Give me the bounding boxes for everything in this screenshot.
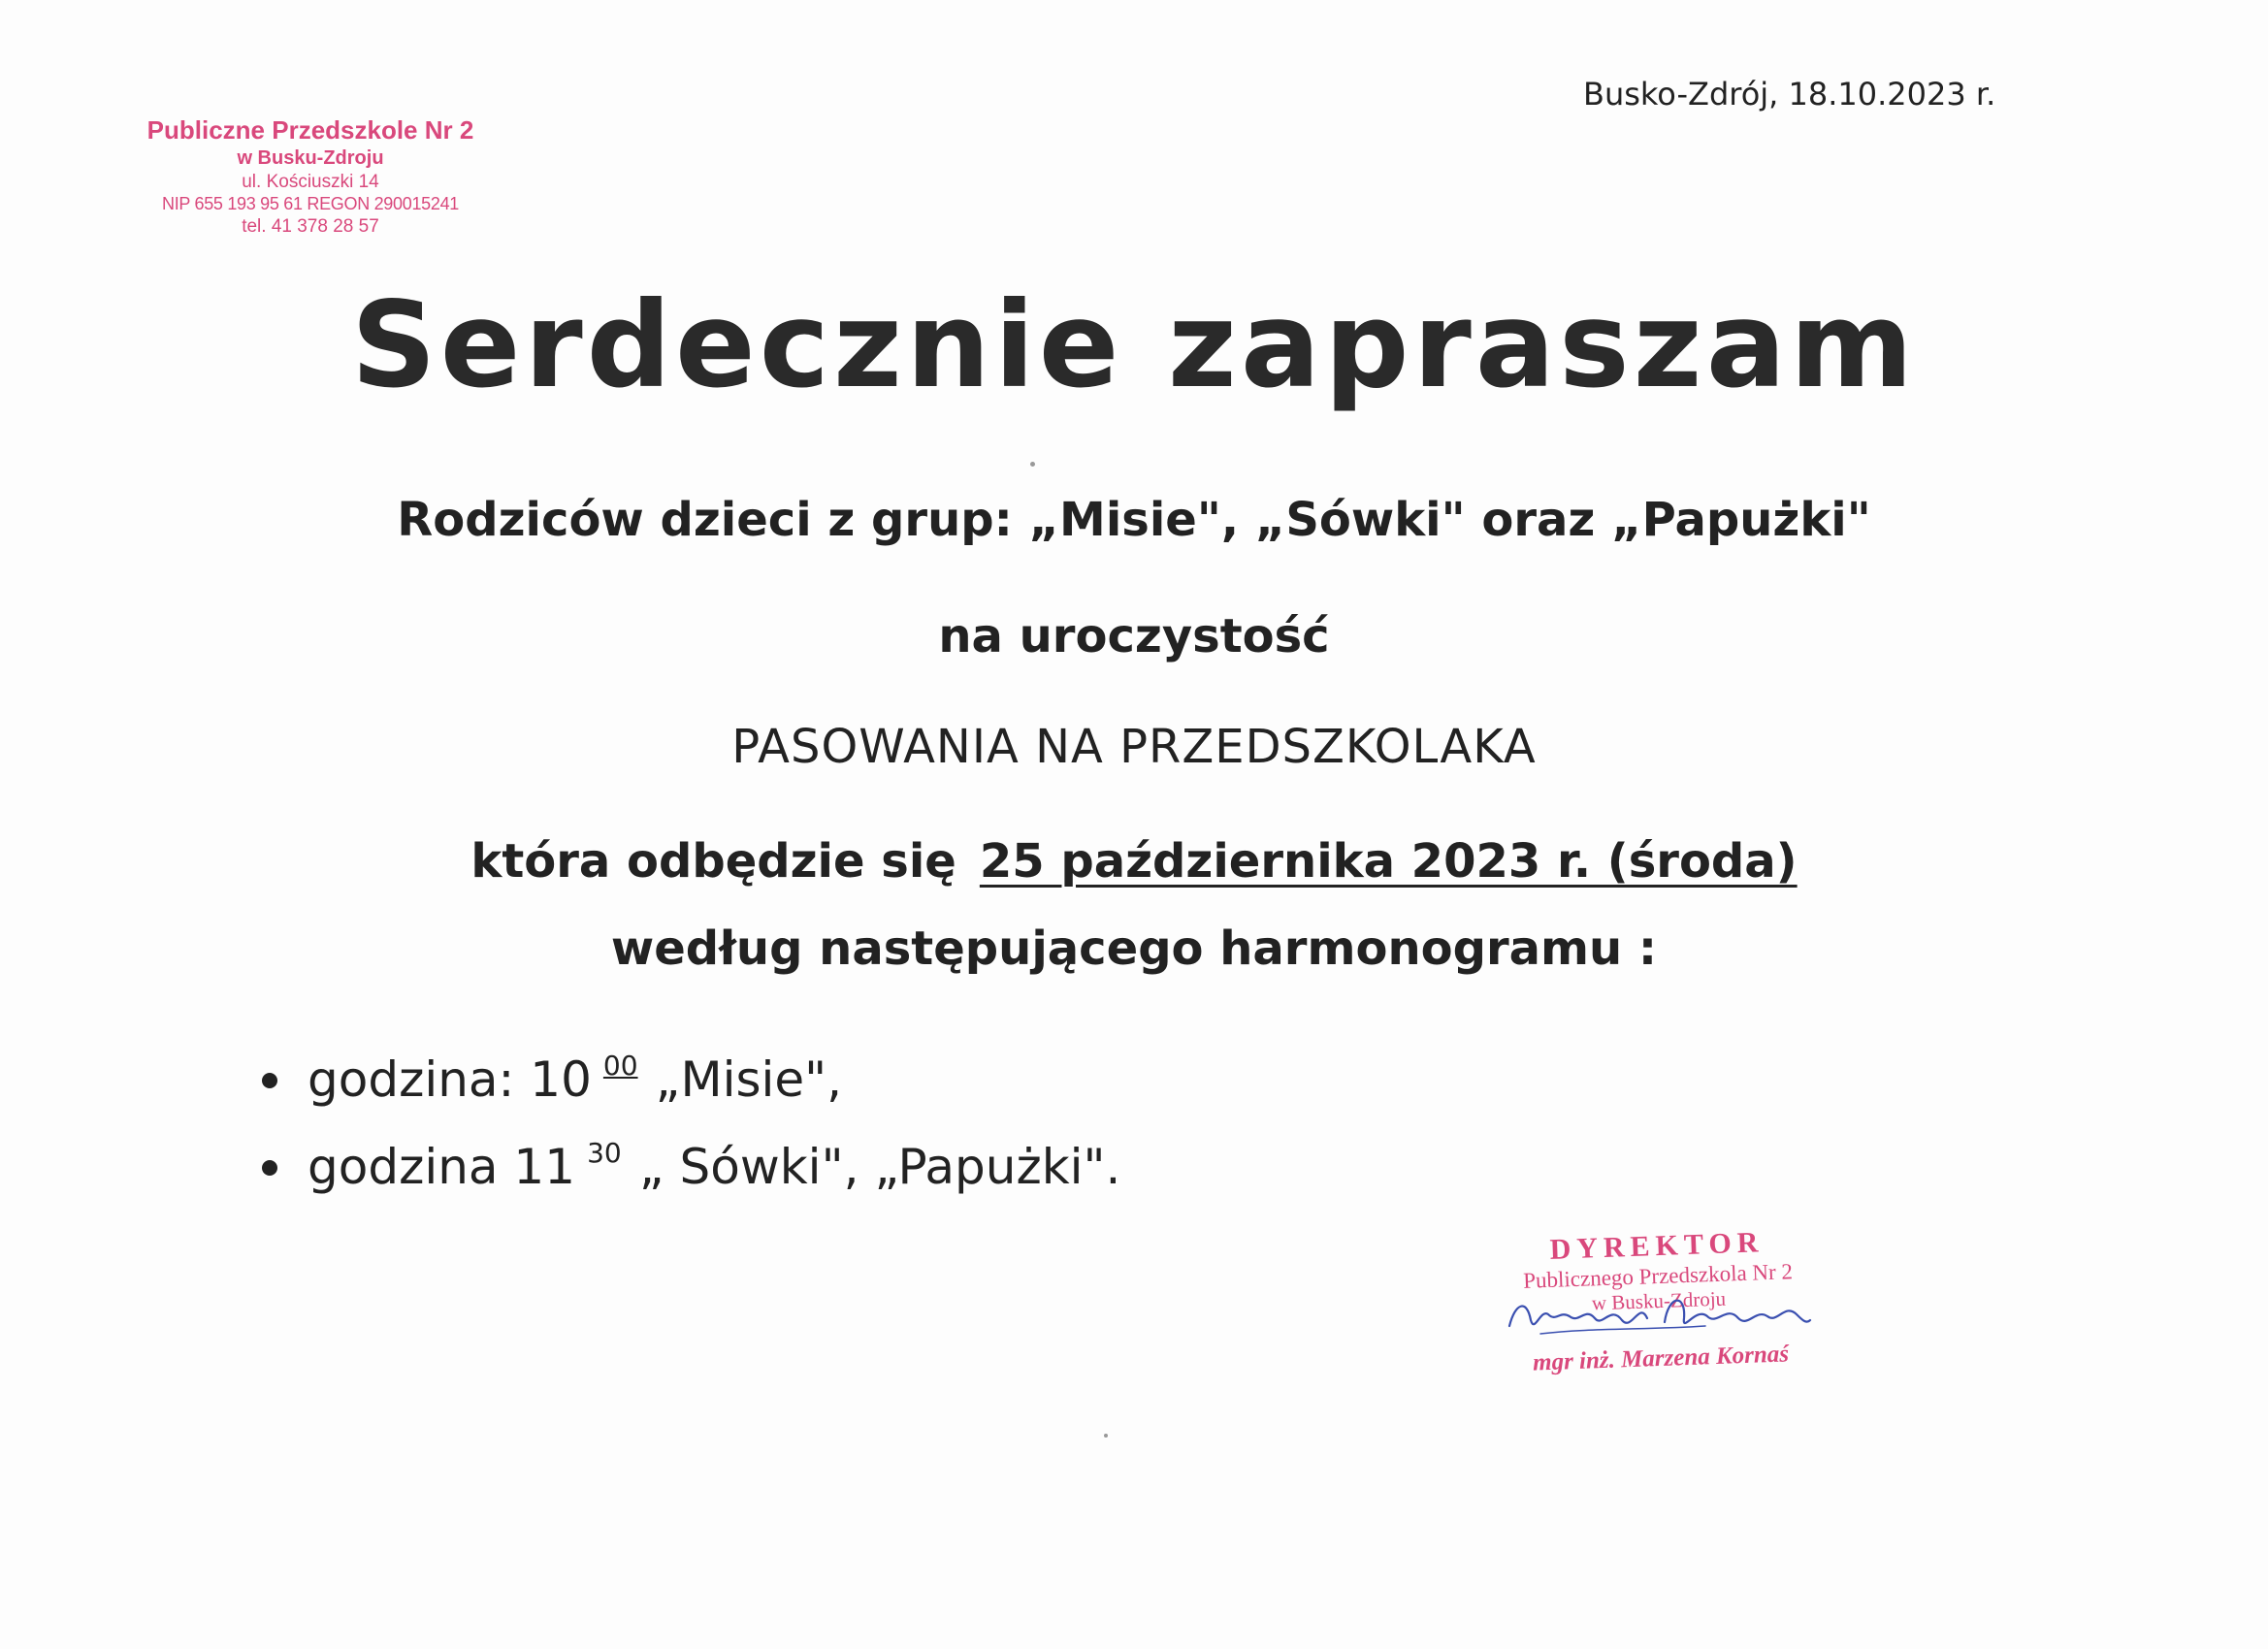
school-stamp-line-4: NIP 655 193 95 61 REGON 290015241 xyxy=(162,194,459,214)
director-stamp-line-1: Publicznego Przedszkola Nr 2 xyxy=(1522,1258,1794,1293)
schedule-list xyxy=(254,1036,1120,1211)
schedule-item xyxy=(254,1123,1120,1211)
bullet-icon xyxy=(262,1073,277,1088)
school-stamp-line-3: ul. Kościuszki 14 xyxy=(242,171,379,192)
scan-speck xyxy=(1030,462,1035,467)
event-date: 25 października 2023 r. (środa) xyxy=(979,834,1798,889)
event-date-prefix: która odbędzie się xyxy=(470,834,956,889)
schedule-groups: „ Sówki", „Papużki". xyxy=(638,1139,1121,1195)
school-stamp-line-1: Publiczne Przedszkole Nr 2 xyxy=(146,115,474,145)
document-title: Serdecznie zapraszam xyxy=(350,276,1918,414)
bullet-icon xyxy=(262,1160,277,1176)
schedule-item xyxy=(254,1036,1120,1123)
scan-speck xyxy=(1104,1434,1108,1438)
school-stamp xyxy=(121,114,500,239)
schedule-minutes: 30 xyxy=(587,1137,622,1169)
occasion-intro: na uroczystość xyxy=(938,609,1330,663)
school-stamp-line-5: tel. 41 378 28 57 xyxy=(242,215,379,237)
occasion-name: PASOWANIA NA PRZEDSZKOLAKA xyxy=(731,720,1537,774)
director-stamp-name: mgr inż. Marzena Kornaś xyxy=(1532,1341,1790,1376)
handwritten-signature-icon xyxy=(1502,1285,1812,1343)
event-date-line xyxy=(0,834,2268,889)
invite-line: Rodziców dzieci z grup: „Misie", „Sówki" oraz „Papużki" xyxy=(397,493,1871,547)
school-stamp-line-2: w Busku-Zdroju xyxy=(237,146,384,169)
director-stamp-title: DYREKTOR xyxy=(1549,1226,1765,1266)
document-date: Busko-Zdrój, 18.10.2023 r. xyxy=(1583,76,1996,113)
schedule-hour: godzina: 10 xyxy=(308,1051,592,1108)
director-stamp-line-2: w Busku-Zdroju xyxy=(1591,1286,1727,1315)
schedule-intro: według następującego harmonogramu : xyxy=(610,922,1658,976)
schedule-groups: „Misie", xyxy=(655,1051,843,1108)
schedule-minutes: 00 xyxy=(602,1050,638,1082)
schedule-hour: godzina 11 xyxy=(308,1139,576,1195)
